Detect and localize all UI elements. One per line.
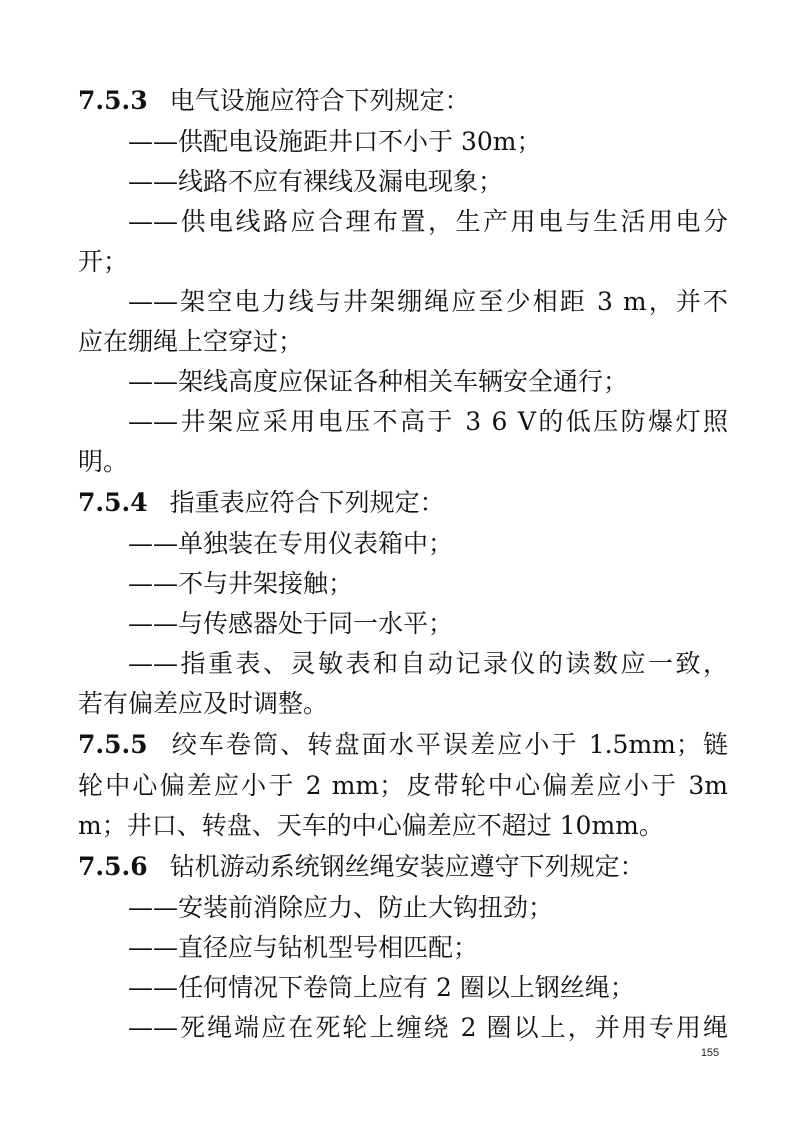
section-7-5-6-heading	[78, 849, 728, 885]
section-number: 7.5.5	[78, 730, 148, 759]
section-7-5-3-heading	[78, 83, 728, 119]
section-heading-text: 钻机游动系统钢丝绳安装应遵守下列规定：	[169, 852, 645, 881]
section-heading-text: 电气设施应符合下列规定：	[169, 86, 470, 115]
section-heading-text: 指重表应符合下列规定：	[169, 488, 445, 517]
paragraph-line: ——与传感器处于同一水平；	[128, 609, 454, 638]
paragraph-line: 若有偏差应及时调整。	[78, 689, 329, 718]
paragraph-line: m；井口、转盘、天车的中心偏差应不超过 10mm。	[78, 811, 664, 840]
paragraph-line: ——架空电力线与井架绷绳应至少相距 3 m，并不	[128, 287, 728, 316]
paragraph-line: ——死绳端应在死轮上缠绕 2 圈以上，并用专用绳	[128, 1013, 728, 1042]
page-number: 155	[700, 1047, 720, 1059]
paragraph-line: ——单独装在专用仪表箱中；	[128, 529, 454, 558]
paragraph-line: 开；	[78, 247, 129, 276]
section-number: 7.5.4	[78, 488, 148, 517]
paragraph-line: ——供配电设施距井口不小于 30m；	[128, 127, 542, 156]
section-heading-text: 绞车卷筒、转盘面水平误差应小于 1.5mm；链	[169, 730, 728, 759]
paragraph-line: ——线路不应有裸线及漏电现象；	[128, 167, 504, 196]
paragraph-line: 轮中心偏差应小于 2 mm；皮带轮中心偏差应小于 3m	[78, 771, 728, 800]
paragraph-line: 应在绷绳上空穿过；	[78, 327, 304, 356]
paragraph-line: ——井架应采用电压不高于 3 6 V的低压防爆灯照	[128, 407, 728, 436]
paragraph-line: ——指重表、灵敏表和自动记录仪的读数应一致，	[128, 649, 728, 678]
section-number: 7.5.3	[78, 86, 148, 115]
paragraph-line: 明。	[78, 447, 129, 476]
paragraph-line: ——架线高度应保证各种相关车辆安全通行；	[128, 367, 629, 396]
paragraph-line: ——供电线路应合理布置，生产用电与生活用电分	[128, 207, 728, 236]
section-7-5-4-heading	[78, 485, 728, 521]
paragraph-line: ——直径应与钻机型号相匹配；	[128, 933, 479, 962]
section-number: 7.5.6	[78, 852, 148, 881]
paragraph-line: ——不与井架接触；	[128, 569, 354, 598]
paragraph-line: ——安装前消除应力、防止大钩扭劲；	[128, 893, 554, 922]
section-7-5-5-heading	[78, 727, 728, 763]
paragraph-line: ——任何情况下卷筒上应有 2 圈以上钢丝绳；	[128, 973, 635, 1002]
